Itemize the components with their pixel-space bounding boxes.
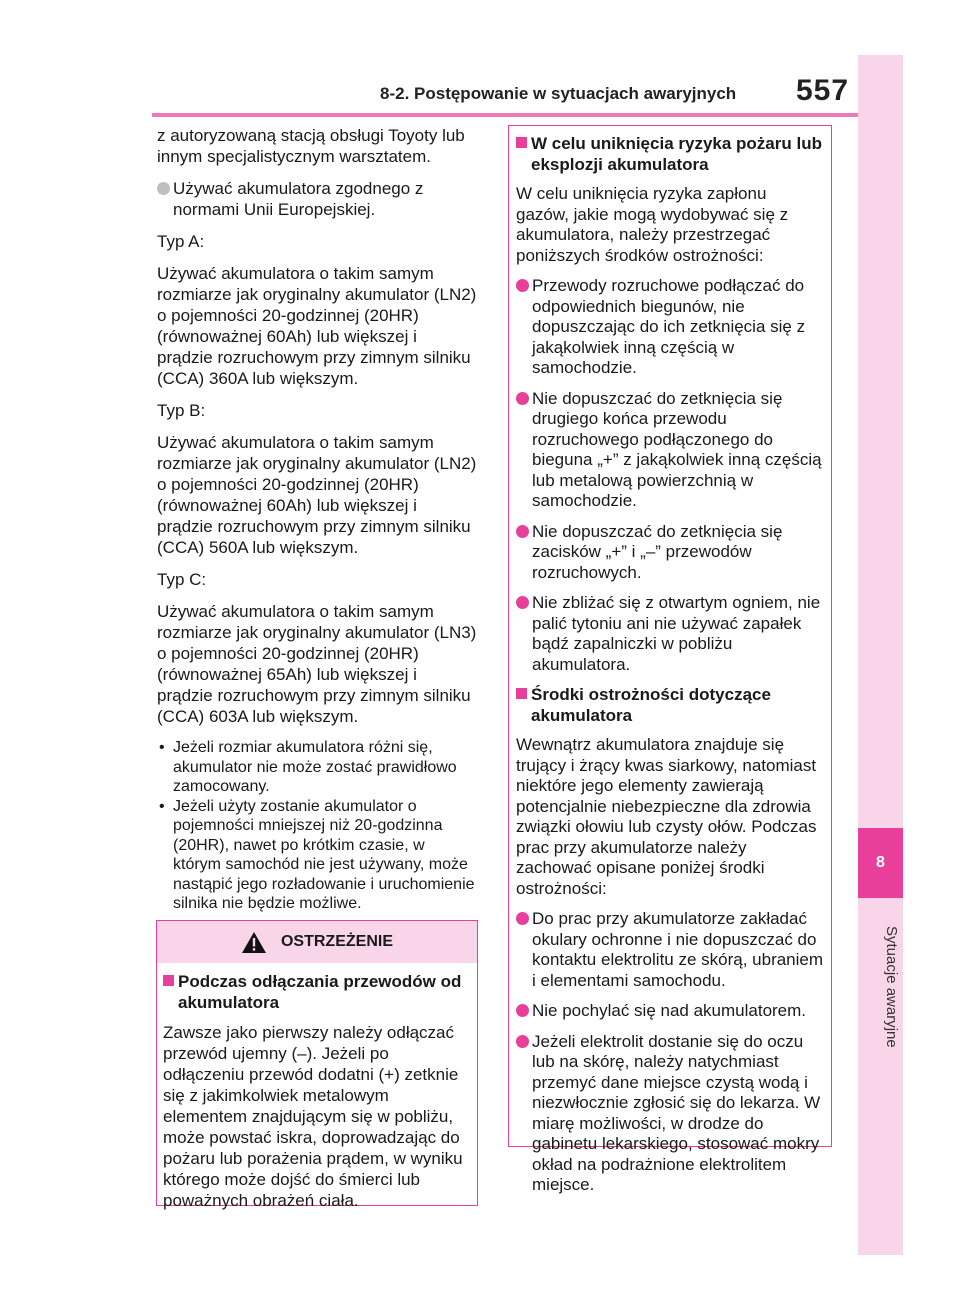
type-a-label: Typ A: <box>157 232 205 251</box>
caution-body <box>509 126 831 1196</box>
type-b-text: Używać akumulatora o takim samym rozmiarze jak oryginalny akumulator (LN2) o pojemności 20-godzinnej (20HR) (równoważnej 60Ah) lub większej i prądzie rozruchowym przy zimnym silniku (CCA) 560A lub większym. <box>157 433 477 557</box>
warning-triangle-icon <box>241 931 267 954</box>
note-bullet-icon: • <box>159 739 165 756</box>
pink-bullet-icon <box>516 912 529 925</box>
caution-item: Nie dopuszczać do zetknięcia się drugiego końca przewodu rozruchowego podłączonego do bieguna „+” z jakąkolwiek inną częścią lub metalową powierzchnią w samochodzie. <box>516 389 824 512</box>
warning-body <box>157 963 477 1211</box>
warning-text: Zawsze jako pierwszy należy odłączać przewód ujemny (–). Jeżeli po odłączeniu przewód dodatni (+) zetknie się z jakimkolwiek metalowym elementem znajdującym się w pobliżu, może powstać iskra, doprowadzając do pożaru lub porażenia prądem, w wyniku którego może dojść do śmierci lub poważnych obrażeń ciała. <box>163 1023 463 1210</box>
caution-heading-1: W celu uniknięcia ryzyka pożaru lub eksplozji akumulatora <box>516 134 824 175</box>
pink-bullet-icon <box>516 1035 529 1048</box>
square-bullet-icon <box>516 137 527 148</box>
type-b-label: Typ B: <box>157 401 206 420</box>
note-bullet-icon: • <box>159 797 165 815</box>
bullet-text: Używać akumulatora zgodnego z normami Unii Europejskiej. <box>173 179 424 219</box>
note-item <box>157 738 477 797</box>
note-item <box>157 797 477 914</box>
header-rule <box>152 113 858 117</box>
caution-item: Nie dopuszczać do zetknięcia się zacisków „+” i „–” przewodów rozruchowych. <box>516 522 824 584</box>
bullet-item <box>157 178 477 220</box>
pink-bullet-icon <box>516 596 529 609</box>
chapter-label: Sytuacje awaryjne <box>883 926 900 1048</box>
pink-bullet-icon <box>516 392 529 405</box>
caution-intro-1: W celu uniknięcia ryzyka zapłonu gazów, jakie mogą wydobywać się z akumulatora, należy przestrzegać poniższych środków ostrożności: <box>516 184 789 265</box>
caution-item: Przewody rozruchowe podłączać do odpowiednich biegunów, nie dopuszczając do ich zetknięcia się z jakąkolwiek inną częścią w samochodzie. <box>516 276 824 379</box>
square-bullet-icon <box>516 688 527 699</box>
caution-heading-2: Środki ostrożności dotyczące akumulatora <box>516 685 824 726</box>
pink-bullet-icon <box>516 525 529 538</box>
warning-header <box>157 921 477 963</box>
warning-box <box>156 920 478 1210</box>
bullet-dot-icon <box>157 182 170 195</box>
pink-bullet-icon <box>516 1004 529 1017</box>
chapter-side-tab <box>858 55 903 1255</box>
page-number: 557 <box>796 74 850 107</box>
caution-item: Jeżeli elektrolit dostanie się do oczu lub na skórę, należy natychmiast przemyć dane miejsce czystą wodą i niezwłocznie zgłosić się do lekarza. W miarę możliwości, w drodze do gabinetu lekarskiego, stosować mokry okład na podrażnione elektrolitem miejsce. <box>516 1032 824 1196</box>
warning-title: OSTRZEŻENIE <box>280 933 393 950</box>
intro-text: z autoryzowaną stacją obsługi Toyoty lub innym specjalistycznym warsztatem. <box>157 126 465 166</box>
left-column <box>157 125 477 914</box>
square-bullet-icon <box>163 975 174 986</box>
note-text-2: Jeżeli użyty zostanie akumulator o pojemności mniejszej niż 20-godzinna (20HR), nawet po krótkim czasie, w którym samochód nie jest używany, może nastąpić jego rozładowanie i uruchomienie silnika nie będzie możliwe. <box>173 797 475 912</box>
caution-intro-2: Wewnątrz akumulatora znajduje się trujący i żrący kwas siarkowy, natomiast niektóre jego elementy zawierają potencjalnie niebezpieczne dla zdrowia związki ołowiu lub czysty ołów. Podczas prac przy akumulatorze należy zachować opisane poniżej środki ostrożności: <box>516 735 817 898</box>
caution-box <box>508 125 832 1194</box>
note-text-1: Jeżeli rozmiar akumulatora różni się, akumulator nie może zostać prawidłowo zamocowany. <box>173 739 457 795</box>
type-c-label: Typ C: <box>157 570 207 589</box>
type-a-text: Używać akumulatora o takim samym rozmiarze jak oryginalny akumulator (LN2) o pojemności 20-godzinnej (20HR) (równoważnej 60Ah) lub większej i prądzie rozruchowym przy zimnym silniku (CCA) 360A lub większym. <box>157 264 477 388</box>
section-title: 8-2. Postępowanie w sytuacjach awaryjnych <box>380 84 737 103</box>
type-c-text: Używać akumulatora o takim samym rozmiarze jak oryginalny akumulator (LN3) o pojemności 20-godzinnej (20HR) (równoważnej 65Ah) lub większej i prądzie rozruchowym przy zimnym silniku (CCA) 603A lub większym. <box>157 602 477 726</box>
caution-item: Do prac przy akumulatorze zakładać okulary ochronne i nie dopuszczać do kontaktu elektrolitu ze skórą, ubraniem i elementami samochodu. <box>516 909 824 991</box>
chapter-number-tab: 8 <box>858 828 903 898</box>
caution-item: Nie zbliżać się z otwartym ogniem, nie palić tytoniu ani nie używać zapałek bądź zapalniczki w pobliżu akumulatora. <box>516 593 824 675</box>
pink-bullet-icon <box>516 279 529 292</box>
caution-item: Nie pochylać się nad akumulatorem. <box>516 1001 824 1022</box>
warning-heading: Podczas odłączania przewodów od akumulatora <box>163 971 470 1013</box>
